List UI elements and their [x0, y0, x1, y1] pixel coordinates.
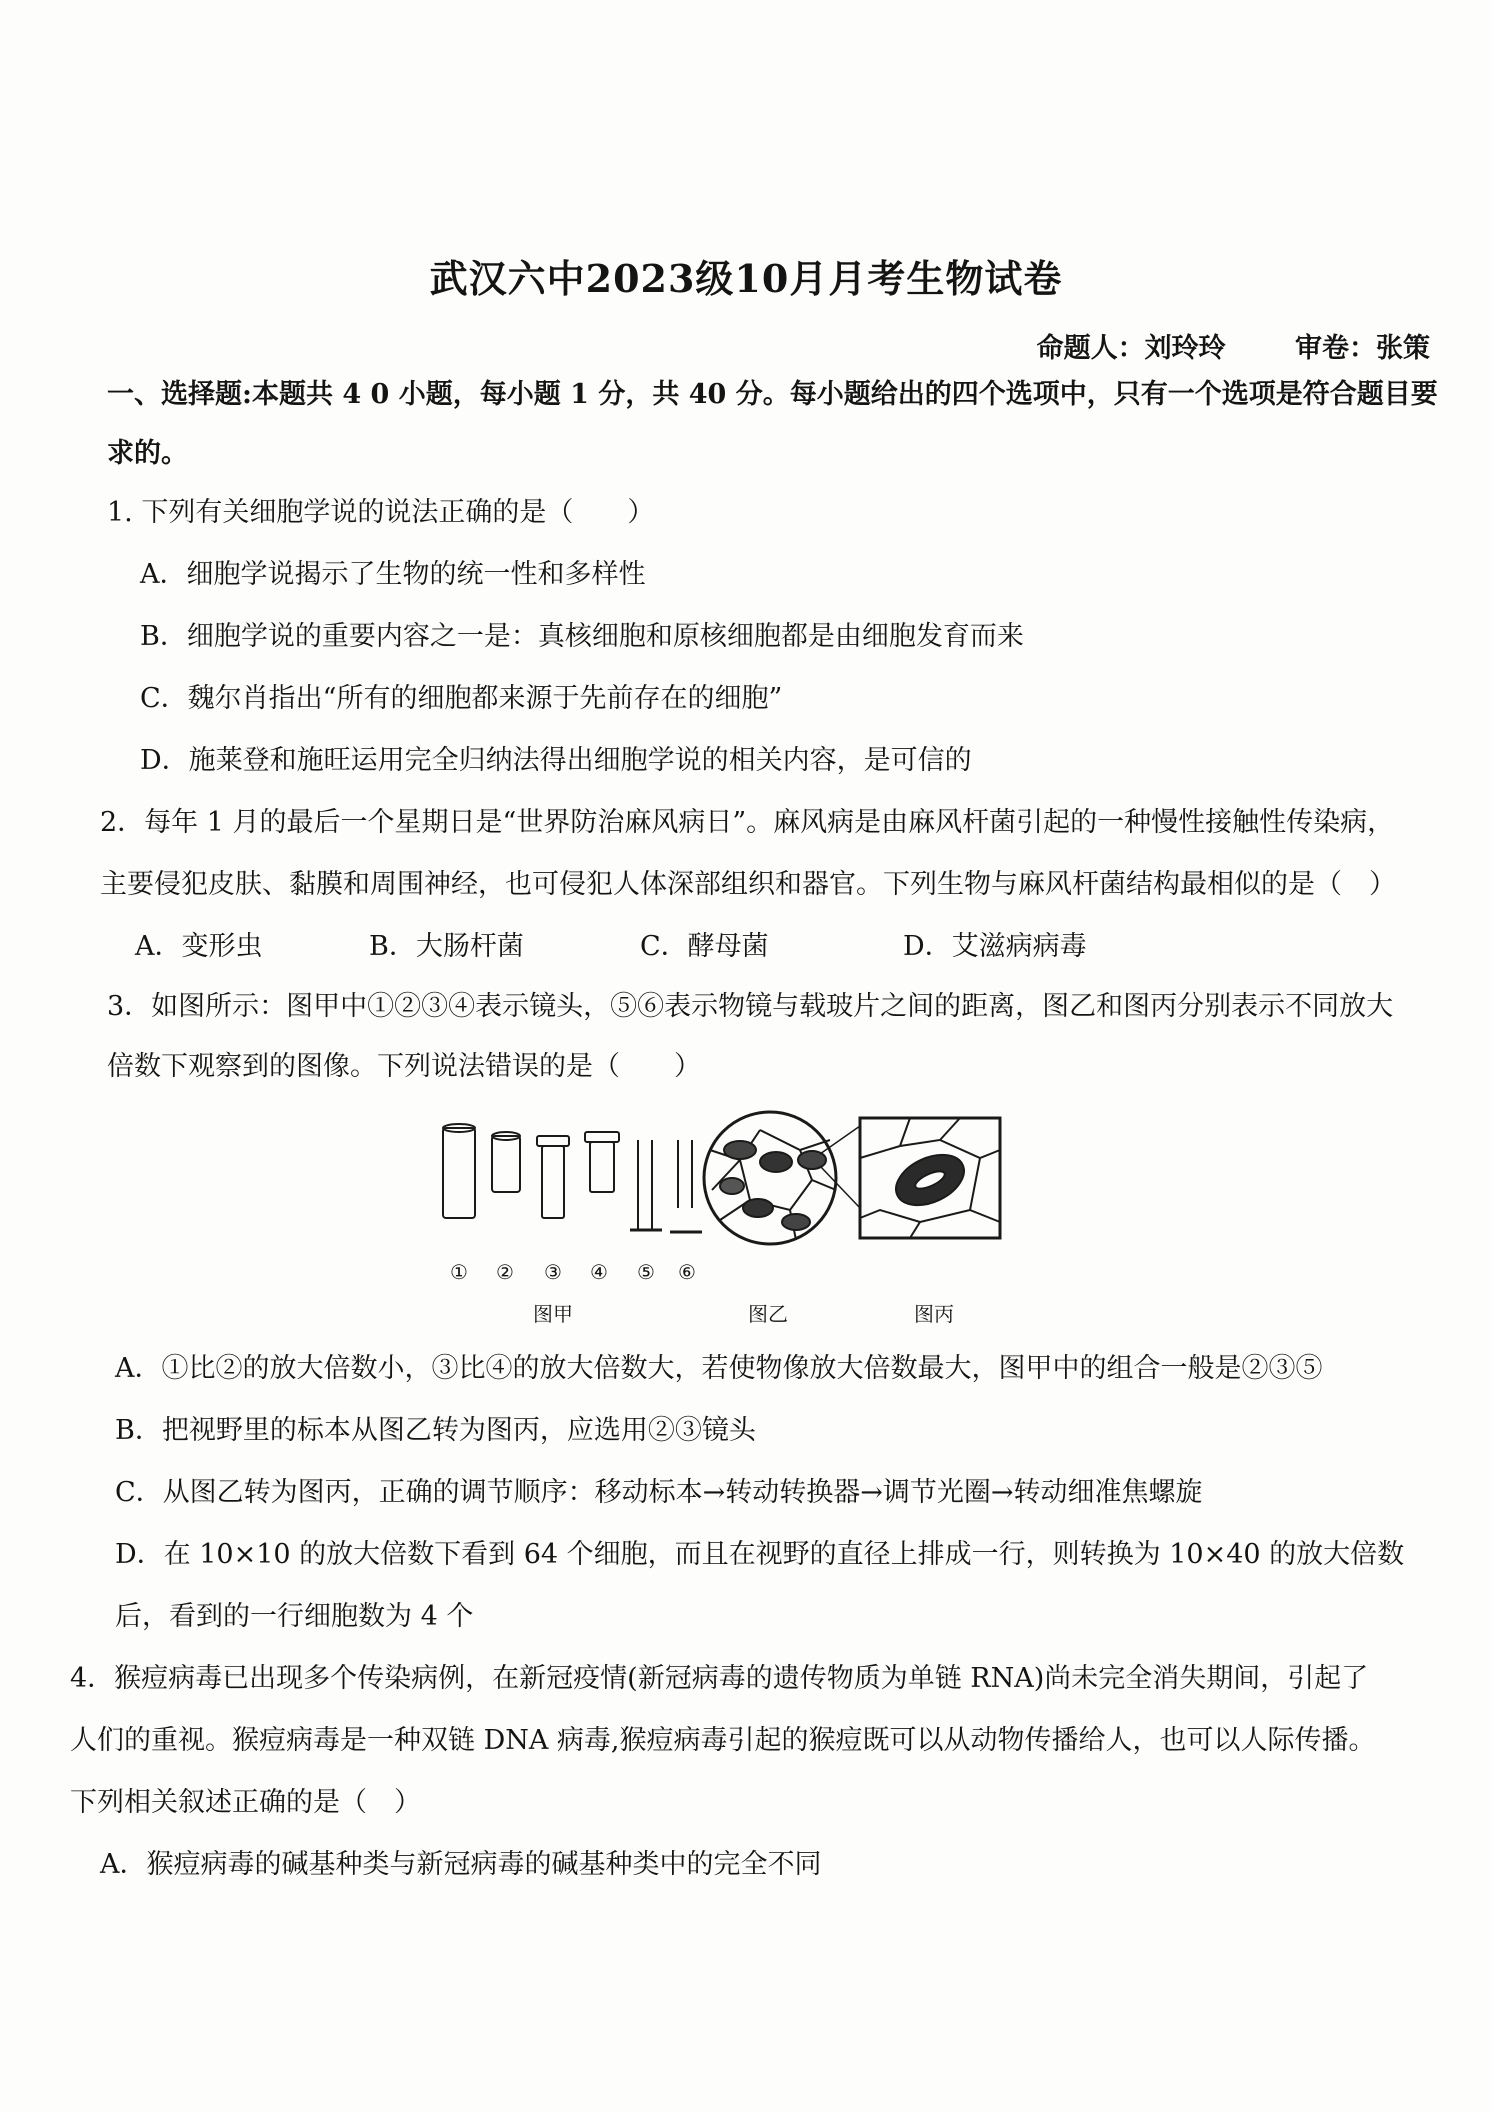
stoma-4: [743, 1199, 773, 1217]
caption-yi: 图乙: [748, 1302, 788, 1326]
q2-option-d: D．艾滋病病毒: [903, 931, 1087, 962]
figure-drawing: [440, 1110, 1100, 1330]
lens-label-2: ②: [496, 1260, 514, 1284]
view-yi: [704, 1112, 860, 1244]
stoma-1: [724, 1141, 756, 1159]
section-instruction-line2: 求的。: [107, 438, 188, 469]
q4-stem-line1: 4．猴痘病毒已出现多个传染病例，在新冠疫情(新冠病毒的遗传物质为单链 RNA)尚未完全消失期间，引起了: [70, 1663, 1369, 1694]
q1-stem: 1. 下列有关细胞学说的说法正确的是（ ）: [107, 497, 655, 528]
q2-stem-line1: 2．每年 1 月的最后一个星期日是“世界防治麻风病日”。麻风病是由麻风杆菌引起的一种慢性接触性传染病，: [100, 807, 1395, 838]
exam-title: 武汉六中2023级10月月考生物试卷: [429, 256, 1063, 301]
q3-option-d-cont: 后，看到的一行细胞数为 4 个: [115, 1601, 474, 1632]
caption-bing: 图丙: [914, 1302, 954, 1326]
lens-label-4: ④: [590, 1260, 608, 1284]
author: 命题人：刘玲玲: [1036, 333, 1226, 364]
lens-label-1: ①: [450, 1260, 468, 1284]
q2-option-c: C．酵母菌: [640, 931, 769, 962]
q2-option-b: B．大肠杆菌: [369, 931, 524, 962]
q4-stem-line3: 下列相关叙述正确的是（ ）: [70, 1787, 421, 1818]
q3-option-d: D．在 10×10 的放大倍数下看到 64 个细胞，而且在视野的直径上排成一行，则转换为 10×40 的放大倍数: [115, 1539, 1405, 1570]
zoom-line-2: [820, 1166, 860, 1208]
distance-5: [638, 1140, 652, 1230]
q3-stem-line1: 3．如图所示：图甲中①②③④表示镜头，⑤⑥表示物镜与载玻片之间的距离，图乙和图丙分别表示不同放大: [107, 991, 1394, 1022]
q1-option-d: D．施莱登和施旺运用完全归纳法得出细胞学说的相关内容，是可信的: [140, 745, 972, 776]
microscope-figure: [440, 1110, 1100, 1330]
stoma-6: [720, 1178, 744, 1194]
q4-option-a: A．猴痘病毒的碱基种类与新冠病毒的碱基种类中的完全不同: [100, 1849, 822, 1880]
q2-option-a: A．变形虫: [135, 931, 263, 962]
stoma-2: [760, 1152, 792, 1172]
caption-jia: 图甲: [533, 1302, 573, 1326]
stoma-5: [782, 1214, 810, 1230]
author-line: [1037, 326, 1430, 365]
q3-option-a: A．①比②的放大倍数小，③比④的放大倍数大，若使物像放大倍数最大，图甲中的组合一般是②③⑤: [115, 1353, 1323, 1384]
q2-stem-line2: 主要侵犯皮肤、黏膜和周围神经，也可侵犯人体深部组织和器官。下列生物与麻风杆菌结构最相似的是（ ）: [100, 869, 1396, 900]
lens-2: [492, 1136, 520, 1192]
view-bing: [860, 1118, 1000, 1238]
lens-4: [590, 1142, 614, 1192]
zoom-line-1: [820, 1126, 860, 1154]
distance-6: [678, 1140, 692, 1208]
lens-group: [443, 1124, 702, 1232]
lens-label-3: ③: [544, 1260, 562, 1284]
lens-label-6: ⑥: [678, 1260, 696, 1284]
q3-option-c: C．从图乙转为图丙，正确的调节顺序：移动标本→转动转换器→调节光圈→转动细准焦螺旋: [115, 1477, 1203, 1508]
q3-option-b: B．把视野里的标本从图乙转为图丙，应选用②③镜头: [115, 1415, 756, 1446]
q1-option-c: C．魏尔肖指出“所有的细胞都来源于先前存在的细胞”: [140, 683, 783, 714]
stoma-3: [798, 1151, 826, 1169]
lens-3-cap: [537, 1136, 569, 1146]
q3-stem-line2: 倍数下观察到的图像。下列说法错误的是（ ）: [107, 1051, 701, 1082]
q1-option-b: B．细胞学说的重要内容之一是：真核细胞和原核细胞都是由细胞发育而来: [140, 621, 1024, 652]
lens-4-cap: [585, 1132, 619, 1142]
lens-label-5: ⑤: [637, 1260, 655, 1284]
lens-3: [542, 1146, 564, 1218]
section-instruction-line1: 一、选择题:本题共 4 0 小题，每小题 1 分，共 40 分。每小题给出的四个选项中，只有一个选项是符合题目要: [107, 379, 1438, 410]
q4-stem-line2: 人们的重视。猴痘病毒是一种双链 DNA 病毒,猴痘病毒引起的猴痘既可以从动物传播给人，也可以人际传播。: [70, 1725, 1376, 1756]
lens-1: [443, 1128, 475, 1218]
reviewer: 审卷：张策: [1295, 333, 1430, 364]
q1-option-a: A．细胞学说揭示了生物的统一性和多样性: [140, 559, 646, 590]
